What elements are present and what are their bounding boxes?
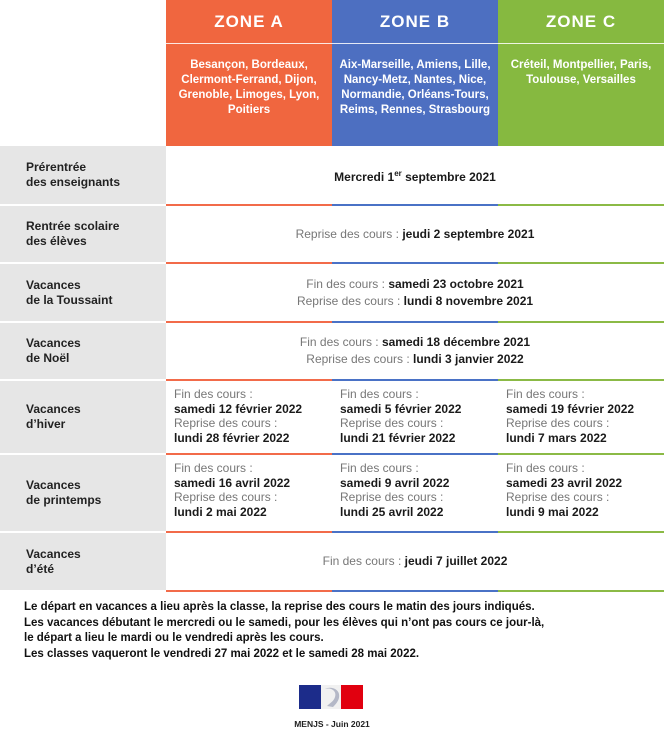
prefix-text: Reprise des cours : [174, 416, 278, 430]
prefix-text: Fin des cours : [299, 335, 382, 349]
zone-a-name: ZONE A [166, 0, 332, 44]
zone-b-cell [332, 455, 498, 531]
zone-b-cell [332, 381, 498, 453]
row-ete [0, 533, 664, 590]
row-toussaint [0, 264, 664, 321]
prefix-text: Fin des cours : [340, 387, 419, 401]
prefix-text: Fin des cours : [322, 554, 405, 568]
prefix-text: Fin des cours : [174, 461, 253, 475]
zone-c-cell [498, 381, 664, 453]
prefix-text: Reprise des cours : [306, 352, 413, 366]
note-line: le départ a lieu le mardi ou le vendredi après les cours. [24, 632, 324, 644]
row-label [0, 381, 166, 453]
row-noel [0, 323, 664, 379]
prefix-text: Fin des cours : [174, 387, 253, 401]
note-line: Le départ en vacances a lieu après la classe, la reprise des cours le matin des jours indiqués. [24, 601, 535, 613]
label-line: Prérentrée [26, 160, 87, 174]
zone-c-name: ZONE C [498, 0, 664, 44]
row-label [0, 455, 166, 531]
zone-header [166, 0, 664, 146]
notes [24, 600, 544, 662]
label-line: d’été [26, 561, 55, 576]
zone-a-cell [166, 381, 332, 453]
prefix-text: Reprise des cours : [295, 226, 403, 241]
date-text: lundi 28 février 2022 [174, 430, 290, 445]
date-text: samedi 18 décembre 2021 [381, 335, 531, 349]
prefix-text: Reprise des cours : [340, 490, 444, 504]
label-line: Vacances [26, 478, 81, 492]
date-text [334, 165, 496, 186]
row-content [166, 323, 664, 379]
prefix-text: Reprise des cours : [340, 416, 444, 430]
zone-a [166, 0, 332, 146]
date-text: samedi 5 février 2022 [340, 401, 462, 416]
date-text: samedi 16 avril 2022 [174, 475, 291, 490]
date-text: lundi 3 janvier 2022 [413, 352, 524, 366]
zone-c [498, 0, 664, 146]
date-text: samedi 23 octobre 2021 [388, 276, 524, 291]
label-line: Vacances [26, 402, 81, 416]
date-text: lundi 9 mai 2022 [506, 504, 599, 519]
date-part: Mercredi 1 [334, 169, 395, 184]
date-text: lundi 25 avril 2022 [340, 504, 444, 519]
label-line: Vacances [26, 336, 81, 350]
row-content [166, 206, 664, 262]
label-line: des élèves [26, 234, 87, 248]
row-label [0, 533, 166, 590]
label-line: de la Toussaint [26, 292, 113, 307]
zone-b-name: ZONE B [332, 0, 498, 44]
label-line: de Noël [26, 351, 70, 365]
footer-credit: MENJS - Juin 2021 [294, 719, 370, 729]
prefix-text: Reprise des cours : [174, 490, 278, 504]
date-text: jeudi 2 septembre 2021 [402, 226, 535, 241]
prefix-text: Fin des cours : [506, 387, 585, 401]
row-label [0, 264, 166, 321]
date-text: lundi 8 novembre 2021 [403, 293, 534, 308]
date-text: lundi 7 mars 2022 [506, 430, 607, 445]
row-content [166, 264, 664, 321]
label-line: d’hiver [26, 417, 66, 431]
row-label [0, 206, 166, 262]
zone-b [332, 0, 498, 146]
prefix-text: Fin des cours : [306, 276, 389, 291]
date-part: septembre 2021 [401, 169, 496, 184]
row-content [166, 381, 664, 453]
marianne-logo-icon [299, 685, 363, 709]
zone-divider [166, 590, 664, 592]
zone-c-cell [498, 455, 664, 531]
date-text: lundi 21 février 2022 [340, 430, 456, 445]
row-content [166, 146, 664, 204]
prefix-text: Fin des cours : [506, 461, 585, 475]
row-hiver [0, 381, 664, 453]
label-line: de printemps [26, 493, 102, 507]
label-line: Vacances [26, 546, 81, 561]
label-line: Vacances [26, 277, 81, 292]
row-rentree [0, 206, 664, 262]
date-text: samedi 12 février 2022 [174, 401, 303, 416]
prefix-text: Reprise des cours : [296, 293, 404, 308]
row-prerentree [0, 146, 664, 204]
date-superscript: er [394, 168, 402, 178]
label-line: des enseignants [26, 175, 121, 189]
date-text: samedi 9 avril 2022 [340, 475, 450, 490]
row-content [166, 455, 664, 531]
date-text: samedi 23 avril 2022 [506, 475, 623, 490]
prefix-text: Reprise des cours : [506, 490, 610, 504]
zone-a-cities: Besançon, Bordeaux, Clermont-Ferrand, Dijon, Grenoble, Limoges, Lyon, Poitiers [178, 59, 320, 116]
label-line: Rentrée scolaire [26, 219, 120, 233]
row-content [166, 533, 664, 590]
note-line: Les vacances débutant le mercredi ou le samedi, pour les élèves qui n’ont pas cours ce jour-là, [24, 616, 545, 629]
row-label [0, 323, 166, 379]
prefix-text: Reprise des cours : [506, 416, 610, 430]
row-printemps [0, 455, 664, 531]
zone-c-cities: Créteil, Montpellier, Paris, Toulouse, Versailles [510, 59, 652, 86]
date-text: lundi 2 mai 2022 [174, 504, 267, 519]
date-text: jeudi 7 juillet 2022 [404, 554, 508, 568]
prefix-text: Fin des cours : [340, 461, 419, 475]
zone-b-cities: Aix-Marseille, Amiens, Lille, Nancy-Metz, Nantes, Nice, Normandie, Orléans-Tours, Reims, Rennes, Strasbourg [339, 59, 491, 116]
row-label [0, 146, 166, 204]
note-line: Les classes vaqueront le vendredi 27 mai 2022 et le samedi 28 mai 2022. [24, 647, 420, 660]
zone-a-cell [166, 455, 332, 531]
date-text: samedi 19 février 2022 [506, 401, 635, 416]
